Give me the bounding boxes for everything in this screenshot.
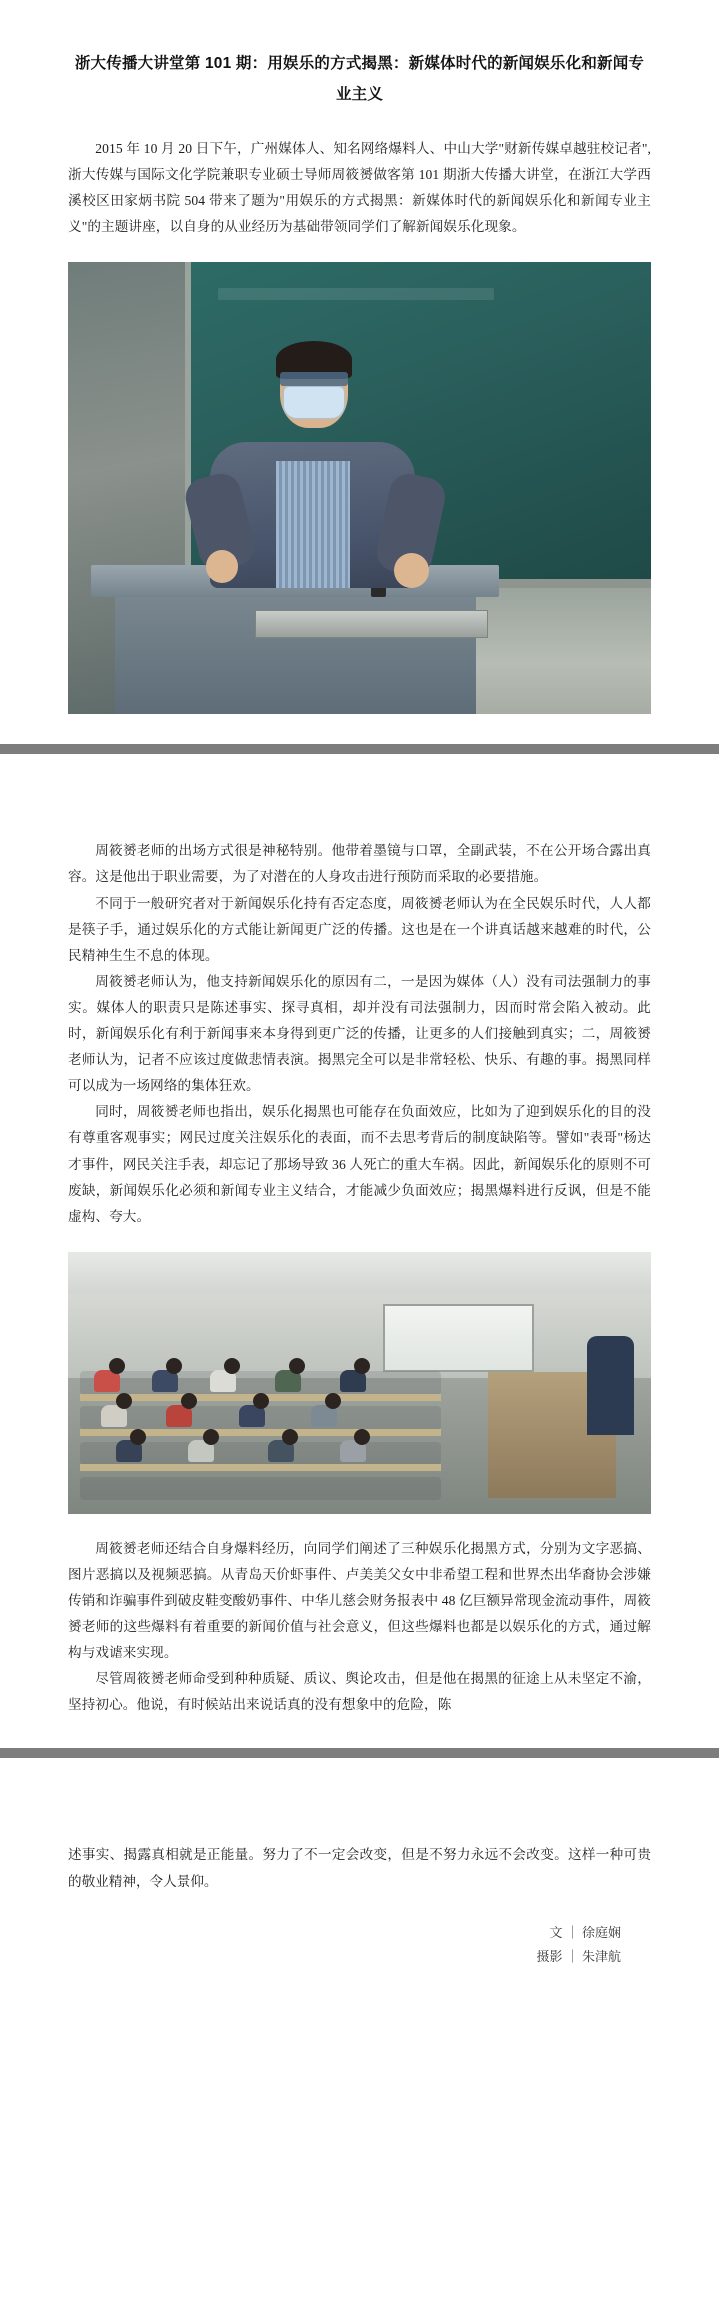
- photo-attendee-head: [109, 1358, 125, 1374]
- paragraph-7: 尽管周筱赟老师命受到种种质疑、质议、舆论攻击，但是他在揭黑的征途上从未坚定不渝，坚持初心。他说，有时候站出来说话真的没有想象中的危险，陈: [68, 1671, 651, 1713]
- photo-attendee-head: [130, 1429, 146, 1445]
- paragraph-4: 周筱赟老师认为，他支持新闻娱乐化的原因有二，一是因为媒体（人）没有司法强制力的事实。媒体人的职责只是陈述事实、探寻真相，却并没有司法强制力，因而时常会陷入被动。此时，新闻娱乐化有利于新闻事来本身得到更广泛的传播，让更多的人们接触到真实；二，周筱赟老师认为，记者不应该过度做悲情表演。揭黑完全可以是非常轻松、快乐、有趣的事。揭黑同样可以成为一场网络的集体狂欢。: [68, 973, 651, 1094]
- credit-photographer: 摄影 ｜ 朱津航: [536, 1949, 621, 1965]
- photo-attendee-head: [203, 1429, 219, 1445]
- figure-audience: [68, 1252, 651, 1514]
- photo-seating-area: [80, 1357, 441, 1504]
- photo-ceiling: [68, 1252, 651, 1299]
- paragraph-8: 述事实、揭露真相就是正能量。努力了不一定会改变，但是不努力永远不会改变。这样一种可贵的敬业精神，令人景仰。: [68, 1847, 651, 1889]
- photo-classroom-audience: [68, 1252, 651, 1514]
- page-title: 浙大传播大讲堂第 101 期：用娱乐的方式揭黑：新媒体时代的新闻娱乐化和新闻专业主义: [74, 55, 645, 103]
- photo-lecturer-at-podium: [68, 262, 651, 714]
- section-divider-2: [0, 1748, 719, 1758]
- photo-podium-drawer: [255, 610, 488, 637]
- article-footer-section: [0, 1802, 719, 2018]
- photo-speaker-left-hand: [206, 550, 239, 583]
- bottom-spacer: [68, 1970, 651, 2018]
- face-mask-icon: [283, 386, 346, 419]
- paragraph-3: 不同于一般研究者对于新闻娱乐化持有否定态度，周筱赟老师认为在全民娱乐时代，人人都是筷子手，通过娱乐化的方式能让新闻更广泛的传播。这也是在一个讲真话越来越难的时代，公民精神生生不息的体现。: [68, 895, 651, 963]
- photo-standing-person: [587, 1336, 634, 1436]
- article-body-second: [0, 798, 719, 1718]
- photo-podium-base: [115, 579, 476, 715]
- divider-spacer-1: [0, 754, 719, 798]
- credits-block: [68, 1921, 651, 1970]
- photo-speaker-shirt: [276, 461, 351, 588]
- paragraph-2: 周筱赟老师的出场方式很是神秘特别。他带着墨镜与口罩，全副武装，不在公开场合露出真容。这是他出于职业需要，为了对潜在的人身攻击进行预防而采取的必要措施。: [68, 843, 651, 885]
- photo-speaker-right-hand: [394, 553, 429, 588]
- photo-attendee-head: [354, 1429, 370, 1445]
- section-divider-1: [0, 744, 719, 754]
- photo-desk: [80, 1464, 441, 1471]
- sunglasses-icon: [280, 372, 348, 386]
- article-content: [0, 0, 719, 714]
- photo-seat-row: [80, 1371, 441, 1394]
- divider-spacer-2: [0, 1758, 719, 1802]
- credit-writer: 文 ｜ 徐庭娴: [549, 1924, 621, 1940]
- paragraph-1: 2015 年 10 月 20 日下午，广州媒体人、知名网络爆料人、中山大学"财新传媒卓越驻校记者",浙大传媒与国际文化学院兼职专业硕士导师周筱赟做客第 101 期浙大传播大讲堂，在浙江大学西溪校区田家炳书院 504 带来了题为"用娱乐的方式揭黑：新媒体时代的新闻娱乐化和新闻专业主义"的主题讲座，以自身的从业经历为基础带领同学们了解新闻娱乐化现象。: [68, 141, 651, 235]
- photo-attendee-head: [282, 1429, 298, 1445]
- photo-seat-row: [80, 1477, 441, 1500]
- photo-speaker-figure: [196, 353, 429, 588]
- paragraph-6: 周筱赟老师还结合自身爆料经历，向同学们阐述了三种娱乐化揭黑方式，分别为文字恶搞、图片恶搞以及视频恶搞。从青岛天价虾事件、卢美美父女中非希望工程和世界杰出华裔协会涉嫌传销和诈骗事件到破皮鞋变酸奶事件、中华儿慈会财务报表中 48 亿巨额异常现金流动事件，周筱赟老师的这些爆料有着重要的新闻价值与社会意义，但这些爆料也都是以娱乐化的方式，通过解构与戏谑来实现。: [68, 1540, 651, 1661]
- figure-lecturer: [68, 262, 651, 714]
- paragraph-5: 同时，周筱赟老师也指出，娱乐化揭黑也可能存在负面效应，比如为了迎到娱乐化的目的没有尊重客观事实；网民过度关注娱乐化的表面，而不去思考背后的制度缺陷等。譬如"表哥"杨达才事件，网民关注手表，却忘记了那场导致 36 人死亡的重大车祸。因此，新闻娱乐化的原则不可废缺，新闻娱乐化必须和新闻专业主义结合，才能减少负面效应；揭黑爆料进行反讽，但是不能虚构、夸大。: [68, 1104, 651, 1224]
